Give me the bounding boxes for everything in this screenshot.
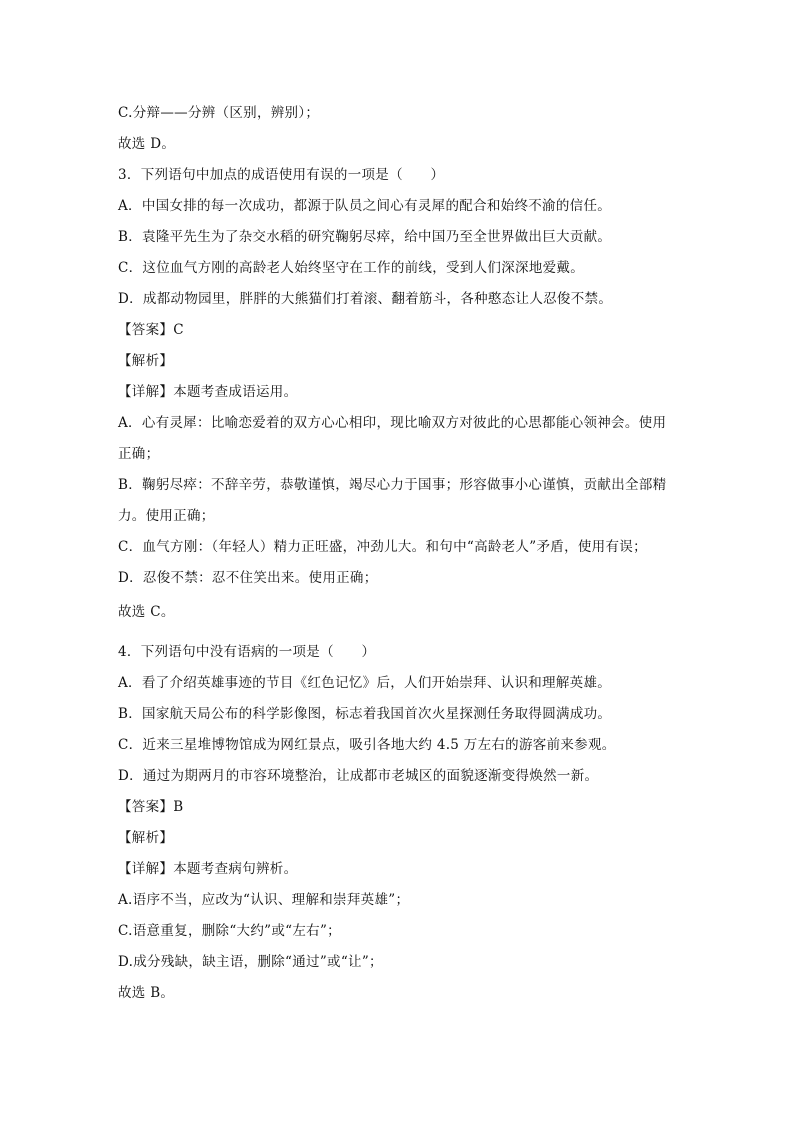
question-4-option-c: C．近来三星堆博物馆成为网红景点，吸引各地大约 4.5 万左右的游客前来参观。 bbox=[118, 737, 616, 753]
analysis-label: 【解析】 bbox=[118, 353, 174, 369]
text-line: A．心有灵犀：比喻恋爱着的双方心心相印，现比喻双方对彼此的心思都能心领神会。使用 bbox=[118, 415, 667, 431]
text-line: C.分辩——分辨（区别，辨别）； bbox=[118, 105, 320, 121]
detail-label: 【详解】本题考查病句辨析。 bbox=[118, 861, 298, 877]
question-3-option-b: B．袁隆平先生为了杂交水稻的研究鞠躬尽瘁，给中国乃至全世界做出巨大贡献。 bbox=[118, 229, 612, 245]
text-line: 故选 B。 bbox=[118, 985, 175, 1001]
text-line: 故选 C。 bbox=[118, 604, 175, 620]
text-line: D.成分残缺，缺主语，删除“通过”或“让”； bbox=[118, 954, 383, 970]
text-line: B．鞠躬尽瘁：不辞辛劳，恭敬谨慎，竭尽心力于国事；形容做事小心谨慎，贡献出全部精 bbox=[118, 477, 667, 493]
question-4-stem: 4．下列语句中没有语病的一项是（ ） bbox=[118, 644, 376, 660]
answer-label: 【答案】B bbox=[118, 799, 184, 815]
analysis-label: 【解析】 bbox=[118, 830, 174, 846]
question-4-option-a: A．看了介绍英雄事迹的节目《红色记忆》后，人们开始崇拜、认识和理解英雄。 bbox=[118, 675, 612, 691]
answer-label: 【答案】C bbox=[118, 322, 184, 338]
text-line: D．忍俊不禁：忍不住笑出来。使用正确； bbox=[118, 570, 378, 586]
text-line: 正确； bbox=[118, 446, 160, 462]
question-4-option-d: D．通过为期两月的市容环境整治，让成都市老城区的面貌逐渐变得焕然一新。 bbox=[118, 768, 599, 784]
text-line: A.语序不当，应改为“认识、理解和崇拜英雄”； bbox=[118, 892, 410, 908]
detail-label: 【详解】本题考查成语运用。 bbox=[118, 384, 298, 400]
question-3-option-a: A．中国女排的每一次成功，都源于队员之间心有灵犀的配合和始终不渝的信任。 bbox=[118, 198, 612, 214]
text-line: C．血气方刚：（年轻人）精力正旺盛，冲劲儿大。和句中“高龄老人”矛盾，使用有误； bbox=[118, 539, 647, 555]
question-3-option-c: C．这位血气方刚的高龄老人始终坚守在工作的前线，受到人们深深地爱戴。 bbox=[118, 260, 585, 276]
text-line: 力。使用正确； bbox=[118, 508, 215, 524]
text-line: 故选 D。 bbox=[118, 136, 176, 152]
question-4-option-b: B．国家航天局公布的科学影像图，标志着我国首次火星探测任务取得圆满成功。 bbox=[118, 706, 612, 722]
question-3-option-d: D．成都动物园里，胖胖的大熊猫们打着滚、翻着筋斗，各种憨态让人忍俊不禁。 bbox=[118, 291, 613, 307]
text-line: C.语意重复，删除“大约”或“左右”； bbox=[118, 923, 341, 939]
question-3-stem: 3．下列语句中加点的成语使用有误的一项是（ ） bbox=[118, 167, 445, 183]
